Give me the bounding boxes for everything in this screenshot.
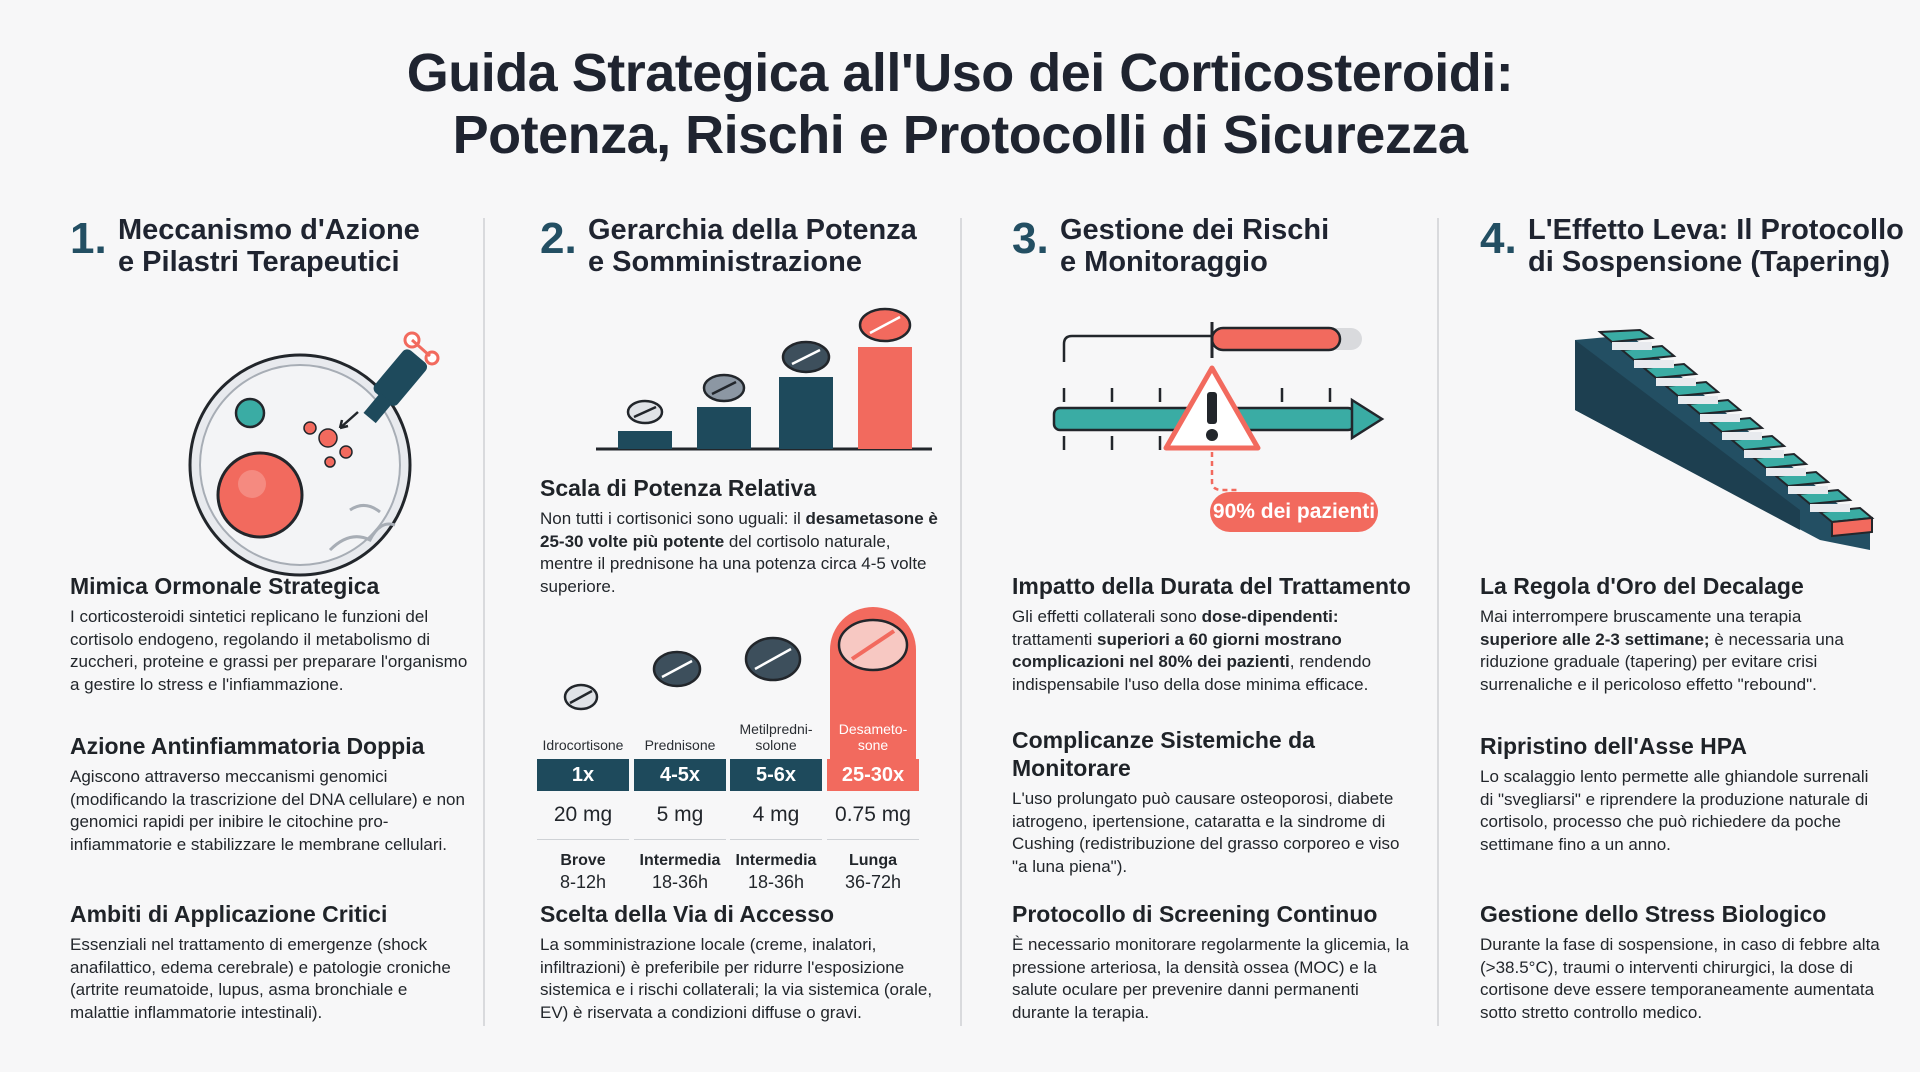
column-risks (1012, 212, 1412, 1022)
drug-idrocortisone: Idrocortisone 1x 20 mg Brove 8-12h (537, 719, 629, 893)
section-regola-oro: La Regola d'Oro del Decalage Mai interrompere bruscamente una terapia superiore alle 2-3 settimane; è necessaria una riduzione graduale (tapering) per evitare crisi surrenaliche e il pericoloso effetto "rebound". (1480, 573, 1844, 694)
column-title: Gestione dei Rischi e Monitoraggio (1060, 214, 1330, 278)
cell-receptor-icon (130, 300, 550, 590)
column-header (540, 212, 940, 282)
section-stress: Gestione dello Stress Biologico Durante la fase di sospensione, in caso di febbre alta (>38.5°C), traumi o interventi chirurgici, la dose di cortisone deve essere temporaneamente aumentata sotto stretto controllo medico. (1480, 901, 1880, 1022)
column-number: 2. (540, 214, 577, 263)
column-mechanism (70, 212, 470, 1022)
section-mimica: Mimica Ormonale Strategica I corticosteroidi sintetici replicano le funzioni del cortisolo endogeno, regolando il metabolismo di zuccheri, proteine e grassi per preparare l'organismo a gestire lo stress e l'infiammazione. (70, 573, 468, 694)
drug-prednisone: Prednisone 4-5x 5 mg Intermedia 18-36h (634, 719, 726, 893)
column-tapering (1480, 212, 1904, 1022)
descending-stairs-icon (1525, 320, 1920, 560)
column-header (1012, 212, 1412, 282)
column-title: L'Effetto Leva: Il Protocollo di Sospensione (Tapering) (1528, 214, 1904, 278)
section-asse-hpa: Ripristino dell'Asse HPA Lo scalaggio lento permette alle ghiandole surrenali di "svegliarsi" e riprendere la produzione naturale di cortisolo, processo che può richiedere da poche settimane fino a un anno. (1480, 733, 1869, 854)
column-number: 1. (70, 214, 107, 263)
column-number: 3. (1012, 214, 1049, 263)
section-complicanze: Complicanze Sistemiche da Monitorare L'uso prolungato può causare osteoporosi, diabete iatrogeno, ipertensione, cataratta e la sindrome di Cushing (redistribuzione del grasso corporeo e viso "a luna piena"). (1012, 727, 1400, 876)
column-header (1480, 212, 1904, 282)
page-title (0, 42, 1920, 166)
drug-desametasone: Desameto-sone 25-30x 0.75 mg Lunga 36-72h (827, 719, 919, 893)
page-title-line-1: Guida Strategica all'Uso dei Corticosteroidi: (406, 43, 1514, 103)
section-screening: Protocollo di Screening Continuo È necessario monitorare regolarmente la glicemia, la pressione arteriosa, la densità ossea (MOC) e la salute oculare per prevenire danni permanenti durante la terapia. (1012, 901, 1409, 1022)
column-potency (540, 212, 940, 1022)
section-via-accesso: Scelta della Via di Accesso La somministrazione locale (creme, inalatori, infiltrazioni) è preferibile per ridurre l'esposizione sistemica e i rischi collaterali; la via sistemica (orale, EV) è riservata a condizioni diffuse o gravi. (540, 901, 933, 1022)
section-impatto: Impatto della Durata del Trattamento Gli effetti collaterali sono dose-dipendenti: trattamenti superiori a 60 giorni mostrano complicazioni nel 80% dei pazienti, rendendo indispensabile l'uso della dose minima efficace. (1012, 573, 1411, 694)
column-number: 4. (1480, 214, 1517, 263)
potency-table (540, 607, 940, 907)
section-scala: Scala di Potenza Relativa Non tutti i cortisonici sono uguali: il desametasone è 25-30 volte più potente del cortisolo naturale, mentre il prednisone ha una potenza circa 4-5 volte superiore. (540, 475, 938, 596)
column-header (70, 212, 470, 282)
section-azione: Azione Antinfiammatoria Doppia Agiscono attraverso meccanismi genomici (modificando la trascrizione del DNA cellulare) e non genomici rapidi per inibire le citochine pro-infiammatorie e stabilizzare le membrane cellulari. (70, 733, 465, 854)
drug-metilprednisolone: Metilpredni-solone 5-6x 4 mg Intermedia 18-36h (730, 719, 822, 893)
pill-bar-chart-icon (554, 297, 974, 457)
pill-row-icons (540, 607, 940, 717)
column-title: Gerarchia della Potenza e Somministrazione (588, 214, 917, 278)
section-ambiti: Ambiti di Applicazione Critici Essenziali nel trattamento di emergenze (shock anafilattico, edema cerebrale) e patologie croniche (artrite reumatoide, lupus, asma bronchiale e malattie inflammatorie intestinali). (70, 901, 451, 1022)
patients-badge: 90% dei pazienti (1210, 492, 1378, 532)
column-title: Meccanismo d'Azione e Pilastri Terapeutici (118, 214, 420, 278)
page-title-line-2: Potenza, Rischi e Protocolli di Sicurezza (452, 105, 1468, 165)
